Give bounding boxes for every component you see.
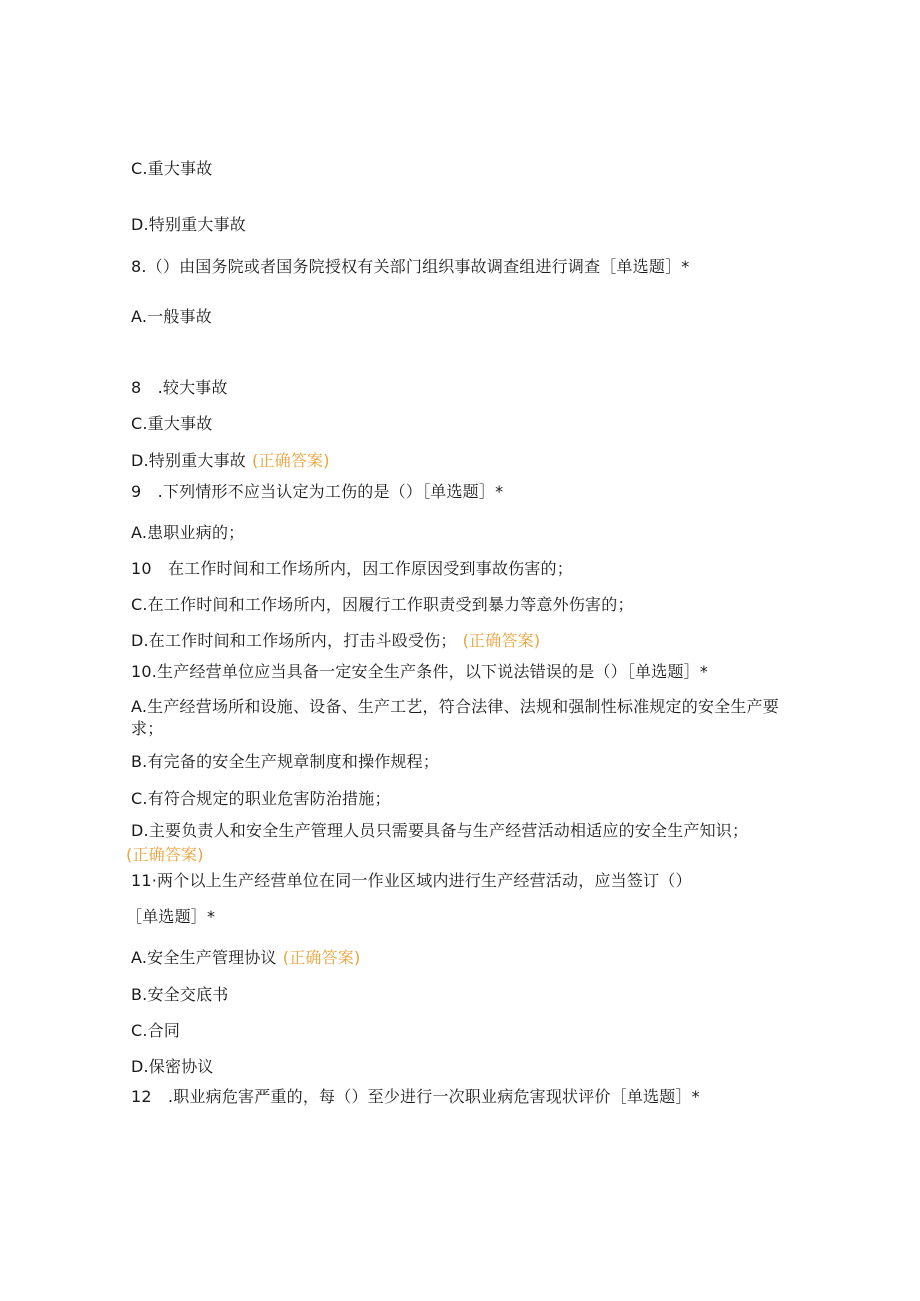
question-10	[131, 661, 708, 683]
correct-answer-label: (正确答案)	[252, 451, 330, 470]
question-11	[131, 870, 692, 892]
option-text: D.特别重大事故	[131, 215, 247, 234]
option-text: D.保密协议	[131, 1057, 214, 1076]
option-b-q10	[131, 751, 439, 773]
option-a-q10	[131, 696, 791, 740]
option-a-q9	[131, 522, 244, 544]
option-d-q8	[131, 450, 330, 472]
option-text: B.安全交底书	[131, 985, 229, 1004]
option-b-q8	[131, 377, 228, 399]
option-text: C.重大事故	[131, 414, 213, 433]
question-text: 8.（）由国务院或者国务院授权有关部门组织事故调查组进行调查［单选题］*	[131, 257, 690, 276]
option-text: B.有完备的安全生产规章制度和操作规程；	[131, 752, 440, 771]
option-text: C.重大事故	[131, 159, 213, 178]
question-text: 12 .职业病危害严重的，每（）至少进行一次职业病危害现状评价［单选题］*	[131, 1087, 700, 1106]
option-c-q8	[131, 413, 212, 435]
correct-answer-label: (正确答案)	[282, 948, 361, 967]
correct-answer-label: (正确答案)	[462, 631, 541, 650]
question-9	[131, 481, 503, 503]
option-text: D.在工作时间和工作场所内，打击斗殴受伤；	[131, 631, 457, 650]
option-text: A.安全生产管理协议	[131, 948, 277, 967]
option-d-q10-answer	[126, 844, 204, 866]
question-text: 10.生产经营单位应当具备一定安全生产条件，以下说法错误的是（）［单选题］*	[131, 662, 709, 681]
option-b-q9	[131, 558, 573, 580]
question-11-type	[126, 906, 215, 928]
option-d-q10	[131, 820, 748, 842]
option-text: C.合同	[131, 1021, 181, 1040]
question-text: 11·两个以上生产经营单位在同一作业区域内进行生产经营活动，应当签订（）	[131, 871, 692, 890]
question-type-text: ［单选题］*	[126, 907, 216, 926]
option-text: C.有符合规定的职业危害防治措施；	[131, 789, 391, 808]
option-d-q9	[131, 630, 540, 652]
option-c-q7	[131, 158, 212, 180]
option-a-q11	[131, 947, 360, 969]
option-text: D.特别重大事故	[131, 451, 247, 470]
option-text: D.主要负责人和安全生产管理人员只需要具备与生产经营活动相适应的安全生产知识；	[131, 821, 749, 840]
option-text: C.在工作时间和工作场所内，因履行工作职责受到暴力等意外伤害的；	[131, 595, 634, 614]
question-8	[131, 256, 689, 278]
option-text: A.患职业病的；	[131, 523, 245, 542]
option-a-q8	[131, 306, 212, 328]
option-d-q7	[131, 214, 246, 236]
option-text: A.生产经营场所和设施、设备、生产工艺，符合法律、法规和强制性标准规定的安全生产要求；	[131, 697, 779, 738]
option-text: 8 .较大事故	[131, 378, 228, 397]
option-b-q11	[131, 984, 228, 1006]
option-c-q9	[131, 594, 634, 616]
question-text: 9 .下列情形不应当认定为工伤的是（）［单选题］*	[131, 482, 504, 501]
option-text: A.一般事故	[131, 307, 212, 326]
option-c-q11	[131, 1020, 180, 1042]
option-d-q11	[131, 1056, 214, 1078]
question-12	[131, 1086, 700, 1108]
option-c-q10	[131, 788, 391, 810]
correct-answer-label: (正确答案)	[126, 845, 204, 864]
option-text: 10 在工作时间和工作场所内，因工作原因受到事故伤害的；	[131, 559, 573, 578]
